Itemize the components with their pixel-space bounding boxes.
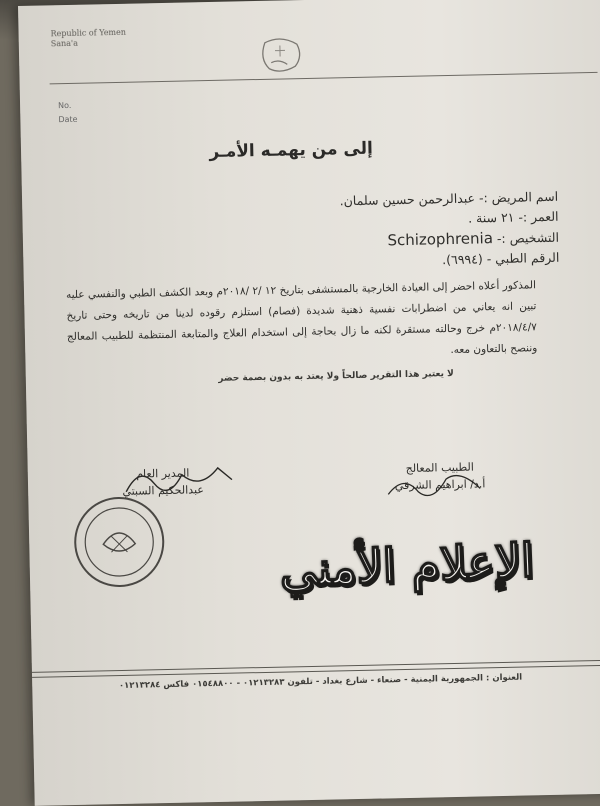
letterhead-line bbox=[444, 13, 564, 16]
director-title: المدير العام bbox=[136, 466, 190, 481]
letterhead-line: Sana'a bbox=[50, 38, 79, 49]
letterhead-line bbox=[444, 13, 564, 16]
letterhead-line bbox=[444, 13, 564, 16]
physician-name: أ.د/ ابراهيم الشرقي bbox=[394, 477, 486, 493]
document-title: إلى من يهمـه الأمـر bbox=[209, 138, 374, 163]
diagnosis-label: التشخيص :- bbox=[496, 229, 560, 247]
header-divider bbox=[50, 72, 598, 84]
patient-age: العمر :- ٢١ سنة . bbox=[467, 208, 559, 226]
physician-signature-scribble bbox=[380, 466, 491, 508]
director-name: عبدالحكيم السبتي bbox=[122, 483, 205, 498]
watermark-text: الإعلام الأمني bbox=[278, 533, 535, 597]
footer-address: العنوان : الجمهورية اليمنية - صنعاء - شارع بغداد - تلفون ٠١٢١٣٢٨٣ - ٠١٥٤٨٨٠٠ فاكس ٠١٢١٣٢٨٤ bbox=[118, 672, 523, 692]
date-label: Date bbox=[58, 114, 78, 125]
emblem-icon bbox=[251, 32, 310, 79]
letterhead-line: Republic of Yemen bbox=[50, 27, 127, 39]
arabic-letterhead bbox=[444, 13, 564, 16]
patient-info bbox=[339, 187, 559, 273]
english-letterhead bbox=[50, 27, 160, 49]
validity-note: لا يعتبر هذا التقرير صالحاً ولا يعتد به بدون بصمة حضر bbox=[218, 368, 454, 384]
document-page bbox=[18, 0, 600, 806]
report-body: المذكور أعلاه احضر إلى العيادة الخارجية بالمستشفى بتاريخ ١٢ /٢ /٢٠١٨م وبعد الكشف الطبي والنفسي عليه تبين انه يعاني من اضطرابات نفسية ذهنية شديدة (فصام) استلزم رقوده لدينا من تاريخه وحتى تاريخ ٢٠١٨/٤/٧م خرج وحالته مستقرة لكنه ما زال بحاجة إلى استخدام العلاج والمتابعة المنتظمة للطبيب المعالج وننصح بالتعاون معه. bbox=[65, 279, 538, 357]
no-label: No. bbox=[58, 100, 72, 111]
reference-fields bbox=[58, 99, 78, 127]
physician-title: الطبيب المعالج bbox=[405, 460, 475, 475]
patient-name: اسم المريض :- عبدالرحمن حسين سلمان. bbox=[339, 188, 559, 209]
medical-record-number: الرقم الطبي - (٦٩٩٤). bbox=[442, 249, 560, 268]
diagnosis-value: Schizophrenia bbox=[387, 229, 494, 250]
hospital-stamp-icon bbox=[68, 491, 170, 593]
